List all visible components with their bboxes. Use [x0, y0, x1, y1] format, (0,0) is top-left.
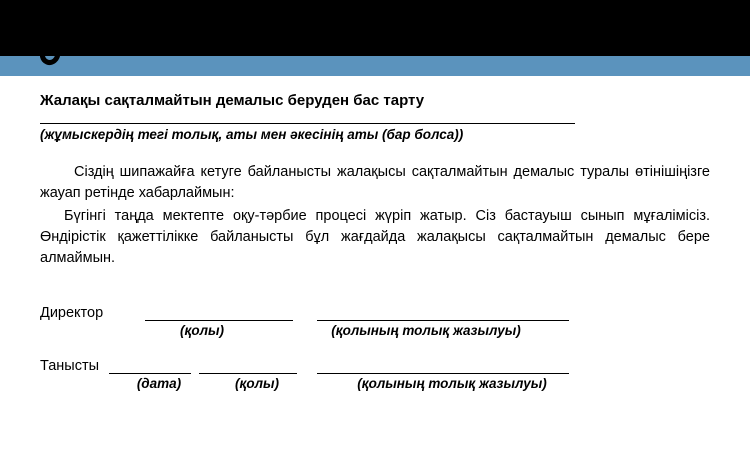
- name-line-rule: [40, 123, 575, 124]
- signature-caption-date: (дата): [136, 376, 182, 392]
- signature-line-director-fullname[interactable]: [317, 320, 569, 321]
- signature-line-date[interactable]: [109, 373, 191, 374]
- signature-caption-sign: (қолы): [234, 376, 279, 392]
- header-blue-bar: [0, 56, 750, 76]
- signature-row-director: [40, 305, 720, 338]
- document-body: [0, 76, 750, 455]
- header-black-bar: [0, 0, 750, 56]
- signature-label-director: Директор: [40, 305, 104, 322]
- paperclip-icon: [40, 4, 76, 68]
- signature-line-director-sign[interactable]: [145, 320, 293, 321]
- signature-caption-director-fullname: (қолының толық жазылуы): [331, 323, 521, 339]
- signature-caption-director-sign: (қолы): [179, 323, 224, 339]
- signature-line-sign[interactable]: [199, 373, 297, 374]
- name-line-group: [40, 123, 575, 142]
- paragraph-1: Сіздің шипажайға кетуге байланысты жалақысы сақталмайтын демалыс туралы өтінішіңізге жауап ретінде хабарлаймын:: [40, 164, 710, 202]
- name-line-caption: (жұмыскердің тегі толық, аты мен әкесінің аты (бар болса)): [40, 127, 464, 142]
- page-title: Жалақы сақталмайтын демалыс беруден бас тарту: [40, 92, 425, 109]
- signature-block: [40, 305, 720, 391]
- signature-line-fullname[interactable]: [317, 373, 569, 374]
- signature-caption-fullname: (қолының толық жазылуы): [357, 376, 547, 392]
- signature-label-acknowledged: Танысты: [40, 358, 100, 375]
- signature-row-acknowledged: [40, 358, 720, 391]
- paragraph-2: Бүгінгі таңда мектепте оқу-тәрбие процесі жүріп жатыр. Сіз бастауыш сынып мұғалімісіз. Өндірістік қажеттілікке байланысты бұл жағдайда жалақысы сақталмайтын демалыс бере алмаймын.: [40, 208, 710, 267]
